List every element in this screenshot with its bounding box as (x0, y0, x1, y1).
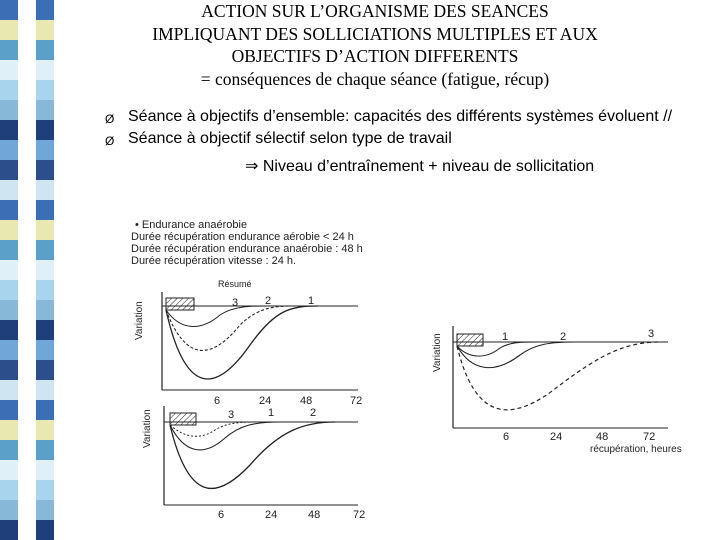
load-block (457, 334, 483, 346)
x-tick-label: 6 (218, 509, 225, 521)
y-axis-label: Variation (134, 301, 145, 340)
curve-label: 2 (265, 295, 272, 307)
legend-line-4: Durée récupération vitesse : 24 h. (131, 255, 297, 267)
x-tick-label: 24 (259, 395, 272, 407)
curve-label: 2 (560, 331, 567, 343)
load-block (170, 413, 196, 425)
legend-line-2: Durée récupération endurance aérobie < 24 h (131, 231, 354, 243)
curve-1 (170, 422, 280, 450)
title-line-2: IMPLIQUANT DES SOLLICIATIONS MULTIPLES ET AUX (152, 23, 598, 44)
x-tick-label: 72 (350, 395, 363, 407)
title-line-4: = conséquences de chaque séance (fatigue, récup) (200, 68, 550, 89)
curve-label: 3 (228, 409, 235, 421)
x-tick-label: 48 (308, 509, 321, 521)
title-line-1: ACTION SUR L’ORGANISME DES SEANCES (201, 1, 549, 21)
curve-label: 1 (268, 407, 275, 419)
panel-c (142, 406, 365, 521)
panel-a (134, 279, 362, 407)
x-tick-label: 48 (596, 431, 609, 443)
load-block (166, 298, 194, 310)
x-tick-label: 24 (265, 509, 278, 521)
implication-text: Niveau d’entraînement + niveau de sollicitation (262, 158, 595, 175)
curve-3 (166, 306, 318, 379)
panel-b (432, 326, 682, 455)
curve-3 (170, 422, 335, 489)
curve-label: 3 (648, 328, 655, 340)
legend-line-1: • Endurance anaérobie (135, 219, 248, 231)
x-tick-label: 24 (550, 431, 563, 443)
bullet-text: Séance à objectif sélectif selon type de travail (128, 130, 452, 147)
bullet-marker-icon: Ø (105, 134, 115, 148)
curve-2 (166, 306, 300, 350)
curve-label: 3 (232, 297, 239, 309)
implies-arrow-icon: ⇒ (245, 158, 259, 175)
x-tick-label: 6 (503, 431, 510, 443)
legend-line-3: Durée récupération endurance anaérobie : 48 h (131, 243, 363, 255)
title-line-3: OBJECTIFS D’ACTION DIFFERENTS (231, 46, 519, 66)
curve-3 (457, 342, 660, 410)
panel-header: Résumé (218, 279, 252, 289)
x-tick-label: 72 (353, 509, 366, 521)
x-tick-label: 48 (300, 395, 313, 407)
x-tick-label: 6 (214, 395, 221, 407)
bullet-marker-icon: Ø (105, 112, 115, 126)
x-axis-label: récupération, heures (590, 444, 682, 455)
figure-legend (131, 219, 363, 267)
curve-label: 1 (308, 295, 315, 307)
curve-label: 1 (502, 331, 509, 343)
x-tick-label: 72 (643, 431, 656, 443)
y-axis-label: Variation (142, 409, 153, 448)
curve-label: 2 (310, 407, 317, 419)
y-axis-label: Variation (432, 333, 443, 372)
bullet-text: Séance à objectifs d’ensemble: capacités des différents systèmes évoluent // (128, 108, 673, 125)
